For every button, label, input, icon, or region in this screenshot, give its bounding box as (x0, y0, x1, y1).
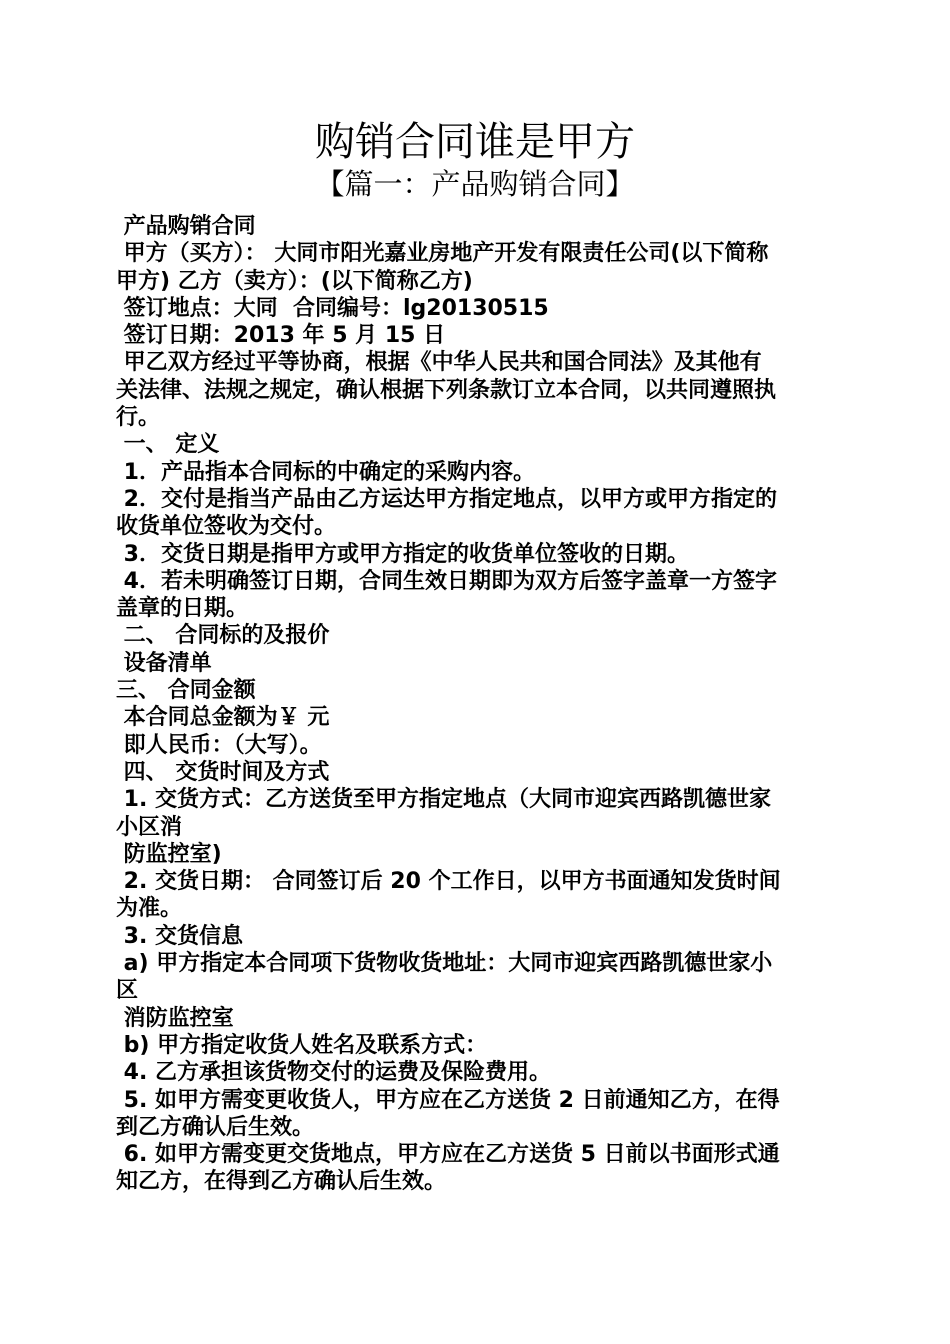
document-line: 5. 如甲方需变更收货人，甲方应在乙方送货 2 日前通知乙方，在得 (116, 1087, 780, 1113)
document-line: 6. 如甲方需变更交货地点，甲方应在乙方送货 5 日前以书面形式通 (116, 1142, 780, 1168)
document-line: 3. 交货信息 (116, 923, 243, 949)
document-line: 甲方（买方）： 大同市阳光嘉业房地产开发有限责任公司(以下简称 (116, 241, 769, 267)
document-line: 签订地点：大同 合同编号：lg20130515 (116, 295, 549, 321)
document-line: 一、 定义 (116, 432, 220, 458)
document-line: 为准。 (116, 896, 183, 922)
document-line: 4. 乙方承担该货物交付的运费及保险费用。 (116, 1060, 551, 1086)
document-line: 4．若未明确签订日期，合同生效日期即为双方后签字盖章一方签字 (116, 568, 777, 594)
document-line: 2. 交货日期： 合同签订后 20 个工作日，以甲方书面通知发货时间 (116, 869, 781, 895)
document-line: 产品购销合同 (116, 214, 256, 239)
document-line: 甲方) 乙方（卖方）：(以下简称乙方) (116, 268, 473, 294)
document-line: 知乙方，在得到乙方确认后生效。 (116, 1169, 447, 1195)
document-line: 甲乙双方经过平等协商，根据《中华人民共和国合同法》及其他有 (116, 350, 762, 376)
document-title: 购销合同谁是甲方 (315, 119, 635, 165)
document-line: a) 甲方指定本合同项下货物收货地址：大同市迎宾西路凯德世家小 (116, 951, 773, 977)
document-line: 盖章的日期。 (116, 596, 249, 622)
document-line: 设备清单 (116, 650, 212, 676)
document-line: 三、 合同金额 (116, 678, 256, 704)
document-line: 收货单位签收为交付。 (116, 514, 337, 540)
document-line: 本合同总金额为￥ 元 (116, 705, 330, 731)
document-line: 签订日期：2013 年 5 月 15 日 (116, 323, 446, 349)
document-line: 3．交货日期是指甲方或甲方指定的收货单位签收的日期。 (116, 541, 689, 567)
document-line: 关法律、法规之规定，确认根据下列条款订立本合同，以共同遵照执 (116, 377, 777, 403)
document-line: 即人民币：（大写）。 (116, 732, 322, 758)
document-line: 小区消 (116, 814, 183, 840)
document-line: 消防监控室 (116, 1005, 234, 1031)
document-line: 1. 交货方式：乙方送货至甲方指定地点（大同市迎宾西路凯德世家 (116, 787, 771, 813)
document-line: 区 (116, 978, 139, 1004)
document-line: 二、 合同标的及报价 (116, 623, 330, 649)
document-line: 行。 (116, 405, 161, 431)
document-subtitle: 【篇一：产品购销合同】 (315, 167, 635, 201)
document-line: 四、 交货时间及方式 (116, 759, 330, 785)
document-body (116, 213, 836, 1196)
document-line: 到乙方确认后生效。 (116, 1114, 315, 1140)
document-line: 防监控室) (116, 841, 222, 867)
document-line: 1．产品指本合同标的中确定的采购内容。 (116, 459, 535, 485)
document-line: b) 甲方指定收货人姓名及联系方式： (116, 1032, 488, 1058)
document-line: 2．交付是指当产品由乙方运达甲方指定地点，以甲方或甲方指定的 (116, 486, 777, 512)
